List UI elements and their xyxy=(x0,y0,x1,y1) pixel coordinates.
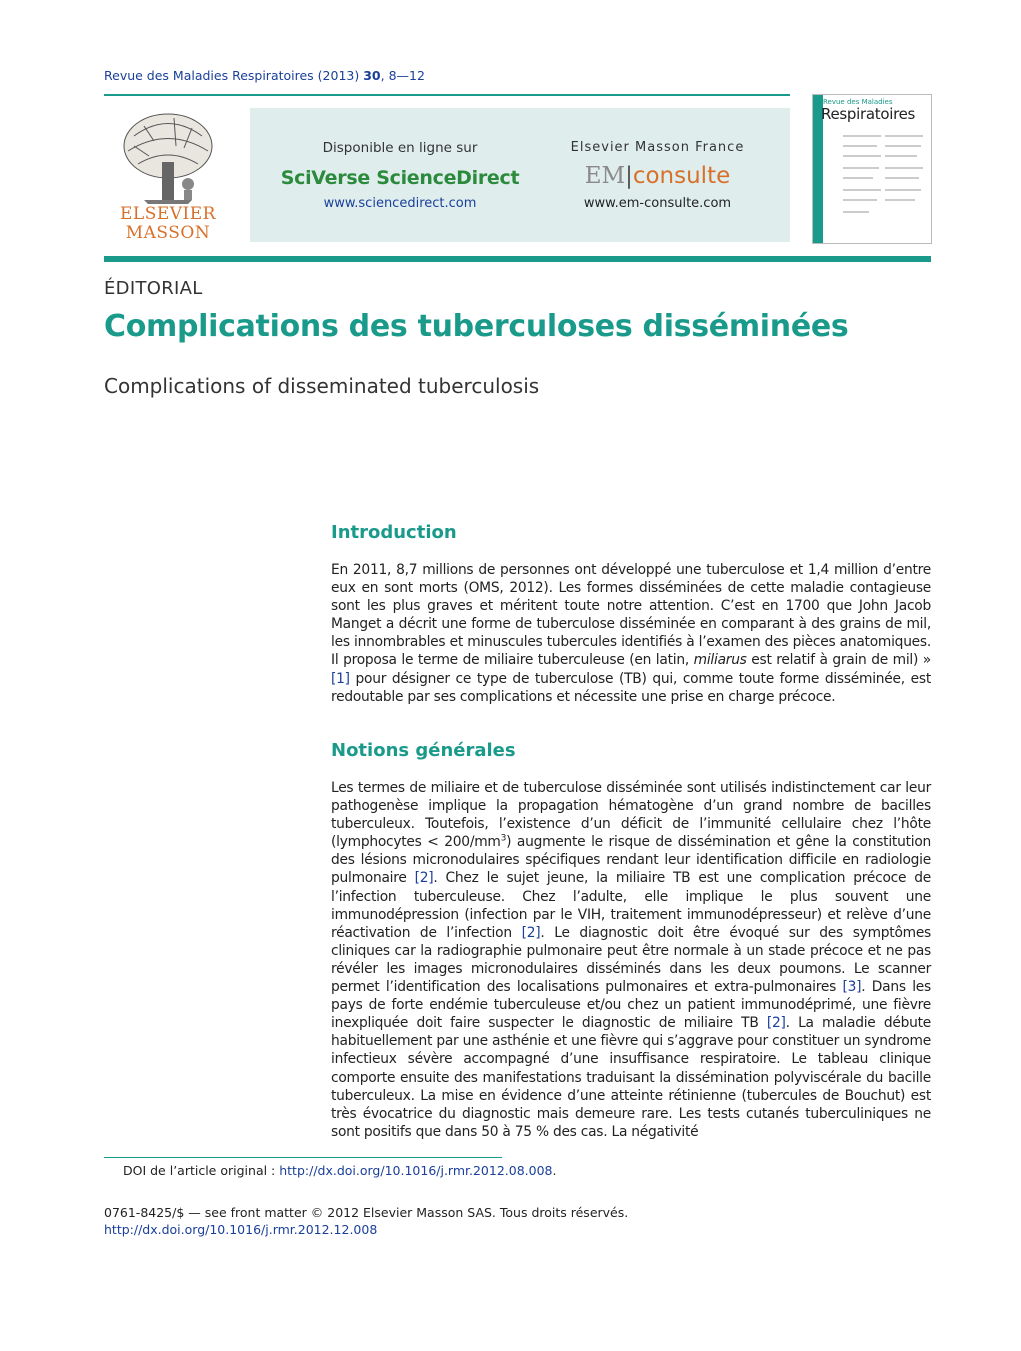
original-doi-link[interactable]: http://dx.doi.org/10.1016/j.rmr.2012.08.008 xyxy=(279,1163,553,1178)
reference-link[interactable]: [3] xyxy=(842,979,862,996)
elsevier-masson-wordmark xyxy=(104,205,232,243)
journal-pages: , 8—12 xyxy=(380,68,425,83)
article-section-label: ÉDITORIAL xyxy=(104,278,203,299)
logo-elsevier-text: ELSEVIER xyxy=(120,204,216,224)
title-rule xyxy=(104,256,931,262)
journal-volume: 30 xyxy=(363,68,381,83)
footnote-rule xyxy=(104,1157,502,1158)
issn-copyright-line: 0761-8425/$ — see front matter © 2012 Elsevier Masson SAS. Tous droits réservés. xyxy=(104,1205,629,1220)
italic-term: miliarus xyxy=(693,652,747,669)
section-heading-introduction: Introduction xyxy=(331,522,457,543)
notions-generales-paragraph: Les termes de miliaire et de tuberculose disséminée sont utilisés indistinctement car leur pathogenèse implique la propagation hématogène d’un grand nombre de bacilles tuberculeux. Toutefois, l’existence d’un déficit de l’immunité cellulaire chez l’hôte (lymphocytes < $200/mm^3$) augmente le risque de dissémination et gêne la constitution des lésions micronodulaires spécifiques rendant leur identification difficile en radiologie pulmonaire [2]. Chez le sujet jeune, la miliaire TB est une complication précoce de l’infection tuberculeuse. Chez l’adulte, elle implique le plus souvent une immunodépression (infection par le VIH, traitement immunodépresseur) et relève d’une réactivation de l’infection [2]. Le diagnostic doit être évoqué sur des symptômes cliniques car la radiographie pulmonaire peut être normale à un stade précoce et ne pas révéler les images micronodulaires disséminés dans les deux poumons. Le scanner permet l’identification des localisations pulmonaires et extra-pulmonaires [3]. Dans les pays de forte endémie tuberculeuse et/ou chez un patient immunodéprimé, une fièvre inexpliquée doit faire suspecter le diagnostic de miliaire TB [2]. La maladie débute habituellement par une asthénie et une fièvre qui s’aggrave pour constituer un syndrome infectieux sévère accompagné d’une insuffisance respiratoire. Le tableau clinique comporte ensuite des manifestations traduisant la dissémination polyviscérale du bacille tuberculeux. La mise en évidence d’une atteinte rétinienne (tubercules de Bouchut) est très évocatrice du diagnostic mais demeure rare. Les tests cutanés tuberculiniques ne sont positifs que dans 50 à 75 % des cas. La négativité xyxy=(331,780,932,1140)
reference-link[interactable]: [1] xyxy=(331,670,350,687)
elsevier-masson-france-label: Elsevier Masson France xyxy=(570,140,745,155)
em-consulte-link[interactable]: www.em-consulte.com xyxy=(583,196,732,211)
em-consulte-em: EM xyxy=(584,163,626,189)
original-article-doi-note: DOI de l’article original : http://dx.doi.org/10.1016/j.rmr.2012.08.008. xyxy=(123,1163,557,1178)
sciencedirect-link[interactable]: www.sciencedirect.com xyxy=(323,196,477,211)
available-online-label: Disponible en ligne sur xyxy=(322,140,478,156)
section-heading-notions-generales: Notions générales xyxy=(331,740,516,761)
reference-link[interactable]: [2] xyxy=(414,870,434,887)
journal-name: Revue des Maladies Respiratoires (2013) xyxy=(104,68,360,83)
introduction-paragraph: En 2011, 8,7 millions de personnes ont développé une tuberculose et 1,4 million d’entre eux en sont morts (OMS, 2012). Les formes disséminées de cette maladie contagieuse sont les plus graves et méritent toute notre attention. C’est en 1700 que John Jacob Manget a décrit une forme de tuberculose disséminée en comparant à des grains de mil, les innombrables et minuscules tubercules identifiés à l’examen des pièces anatomiques. Il proposa le terme de miliaire tuberculeuse (en latin, miliarus est relatif à grain de mil) » [1] pour désigner ce type de tuberculose (TB) qui, comme toute forme disséminée, est redoutable par ses complications et nécessite une prise en charge précoce. xyxy=(331,562,931,705)
em-consulte-logo[interactable]: EM|consulte xyxy=(584,163,731,189)
reference-link[interactable]: [2] xyxy=(766,1015,786,1032)
cover-super-title: Revue des Maladies xyxy=(823,98,893,106)
sciverse-sciencedirect-logo[interactable]: SciVerse ScienceDirect xyxy=(280,167,520,189)
em-consulte-word: consulte xyxy=(632,163,731,189)
journal-reference[interactable] xyxy=(104,68,425,83)
cover-title: Respiratoires xyxy=(821,105,916,123)
reference-link[interactable]: [2] xyxy=(521,924,541,941)
logo-masson-text: MASSON xyxy=(125,223,211,243)
article-doi-link[interactable]: http://dx.doi.org/10.1016/j.rmr.2012.12.008 xyxy=(104,1222,378,1237)
article-title: Complications des tuberculoses disséminées xyxy=(104,309,849,344)
article-subtitle: Complications of disseminated tuberculosis xyxy=(104,374,540,398)
journal-cover-thumbnail[interactable] xyxy=(812,94,932,244)
header-rule xyxy=(104,94,790,96)
